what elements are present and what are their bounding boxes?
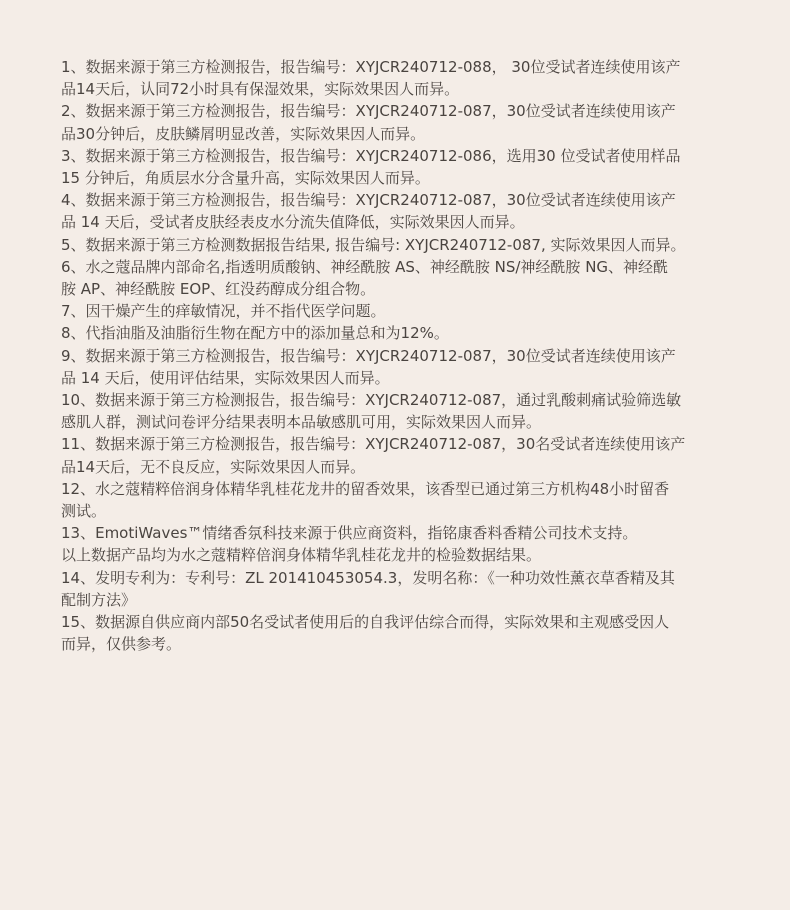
note-line: 品14天后，无不良反应，实际效果因人而异。 [61, 457, 366, 476]
note-line: 15 分钟后，角质层水分含量升高，实际效果因人而异。 [61, 169, 430, 188]
note-line: 14、发明专利为：专利号：ZL 201410453054.3，发明名称：《一种功效性薰衣草香精及其 [61, 568, 675, 587]
note-line: 品14天后，认同72小时具有保湿效果，实际效果因人而异。 [61, 80, 460, 99]
note-line: 3、数据来源于第三方检测报告，报告编号：XYJCR240712-086，选用30 位受试者使用样品 [61, 146, 681, 165]
note-line: 15、数据源自供应商内部50名受试者使用后的自我评估综合而得，实际效果和主观感受因人 [61, 613, 670, 632]
note-line: 10、数据来源于第三方检测报告，报告编号：XYJCR240712-087，通过乳酸刺痛试验筛选敏 [61, 391, 682, 410]
disclaimer-notes [61, 56, 761, 655]
note-line: 胺 AP、神经酰胺 EOP、红没药醇成分组合物。 [61, 280, 376, 299]
note-line: 品30分钟后，皮肤鳞屑明显改善，实际效果因人而异。 [61, 124, 426, 143]
note-line: 5、数据来源于第三方检测数据报告结果, 报告编号: XYJCR240712-087, 实际效果因人而异。 [61, 235, 686, 254]
note-line: 测试。 [61, 502, 107, 521]
note-line: 9、数据来源于第三方检测报告，报告编号：XYJCR240712-087，30位受试者连续使用该产 [61, 346, 676, 365]
note-line: 12、水之蔻精粹倍润身体精华乳桂花龙井的留香效果，该香型已通过第三方机构48小时留香 [61, 479, 670, 498]
note-line: 1、数据来源于第三方检测报告，报告编号：XYJCR240712-088， 30位受试者连续使用该产 [61, 58, 681, 76]
note-line: 8、代指油脂及油脂衍生物在配方中的添加量总和为12%。 [61, 324, 449, 343]
note-line: 4、数据来源于第三方检测报告，报告编号：XYJCR240712-087，30位受试者连续使用该产 [61, 191, 676, 210]
note-line: 而异，仅供参考。 [61, 635, 182, 654]
note-line: 配制方法》 [61, 590, 137, 609]
note-line: 2、数据来源于第三方检测报告，报告编号：XYJCR240712-087，30位受试者连续使用该产 [61, 102, 676, 121]
note-line: 11、数据来源于第三方检测报告，报告编号：XYJCR240712-087，30名受试者连续使用该产 [61, 435, 686, 454]
note-line: 7、因干燥产生的痒敏情况，并不指代医学问题。 [61, 302, 386, 321]
note-line: 以上数据产品均为水之蔻精粹倍润身体精华乳桂花龙井的检验数据结果。 [61, 546, 542, 565]
note-line: 品 14 天后，使用评估结果，实际效果因人而异。 [61, 368, 390, 387]
note-line: 13、EmotiWaves™情绪香氛科技来源于供应商资料，指铭康香料香精公司技术支持。 [61, 524, 638, 543]
note-line: 品 14 天后，受试者皮肤经表皮水分流失值降低，实际效果因人而异。 [61, 213, 525, 232]
note-line: 感肌人群，测试问卷评分结果表明本品敏感肌可用，实际效果因人而异。 [61, 413, 542, 432]
note-line: 6、水之蔻品牌内部命名,指透明质酸钠、神经酰胺 AS、神经酰胺 NS/神经酰胺 NG、神经酰 [61, 257, 669, 276]
